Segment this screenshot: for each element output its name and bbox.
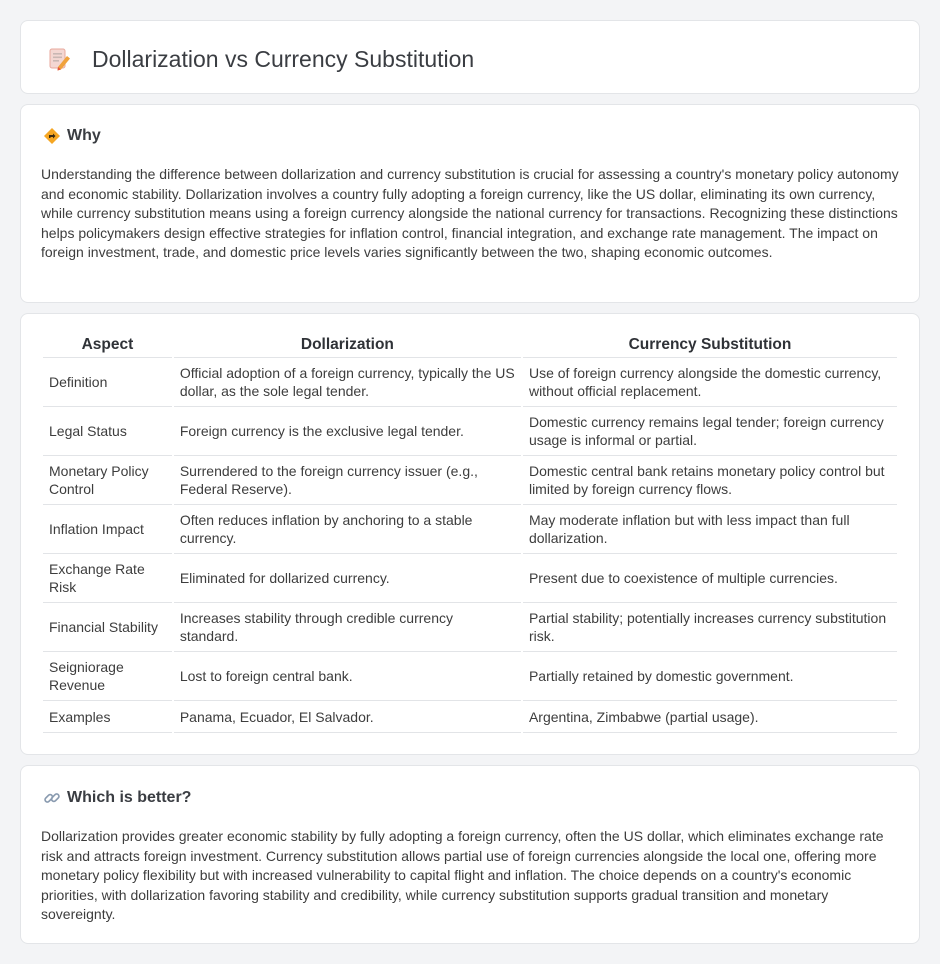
title-card: [20, 20, 920, 94]
aspect-cell: Seigniorage Revenue: [43, 652, 172, 701]
header-aspect: Aspect: [43, 332, 172, 358]
better-header: [43, 789, 191, 807]
substitution-cell: Domestic central bank retains monetary policy control but limited by foreign currency flows.: [523, 456, 897, 505]
table-row: [43, 701, 897, 733]
page-title: Dollarization vs Currency Substitution: [92, 45, 475, 72]
header-dollarization: Dollarization: [174, 332, 521, 358]
dollarization-cell: Lost to foreign central bank.: [174, 652, 521, 701]
aspect-cell: Legal Status: [43, 407, 172, 456]
dollarization-cell: Surrendered to the foreign currency issuer (e.g., Federal Reserve).: [174, 456, 521, 505]
table-row: [43, 505, 897, 554]
substitution-cell: Domestic currency remains legal tender; foreign currency usage is informal or partial.: [523, 407, 897, 456]
table-row: [43, 554, 897, 603]
substitution-cell: Partially retained by domestic government.: [523, 652, 897, 701]
comparison-table: [41, 332, 899, 733]
why-section: [20, 104, 920, 303]
dollarization-cell: Increases stability through credible currency standard.: [174, 603, 521, 652]
table-row: [43, 603, 897, 652]
header-currency-substitution: Currency Substitution: [523, 332, 897, 358]
dollarization-cell: Foreign currency is the exclusive legal tender.: [174, 407, 521, 456]
aspect-cell: Exchange Rate Risk: [43, 554, 172, 603]
dollarization-cell: Panama, Ecuador, El Salvador.: [174, 701, 521, 733]
table-row: [43, 456, 897, 505]
better-section: [20, 765, 920, 944]
substitution-cell: May moderate inflation but with less impact than full dollarization.: [523, 505, 897, 554]
diamond-sign-icon: [43, 127, 61, 145]
document-pencil-icon: [45, 45, 73, 73]
aspect-cell: Monetary Policy Control: [43, 456, 172, 505]
substitution-cell: Argentina, Zimbabwe (partial usage).: [523, 701, 897, 733]
aspect-cell: Financial Stability: [43, 603, 172, 652]
link-icon: [43, 789, 61, 807]
why-header: [43, 127, 101, 145]
better-text: Dollarization provides greater economic stability by fully adopting a foreign currency, often the US dollar, which eliminates exchange rate risk and attracts foreign investment. Currency substitution allows partial use of foreign currencies alongside the local one, offering more monetary policy flexibility but with increased vulnerability to capital flight and inflation. The choice depends on a country's economic priorities, with dollarization favoring stability and credibility, while currency substitution supports gradual transition and monetary sovereignty.: [41, 828, 884, 922]
dollarization-cell: Often reduces inflation by anchoring to a stable currency.: [174, 505, 521, 554]
table-row: [43, 652, 897, 701]
aspect-cell: Definition: [43, 358, 172, 407]
dollarization-cell: Official adoption of a foreign currency, typically the US dollar, as the sole legal tender.: [174, 358, 521, 407]
substitution-cell: Use of foreign currency alongside the domestic currency, without official replacement.: [523, 358, 897, 407]
substitution-cell: Present due to coexistence of multiple currencies.: [523, 554, 897, 603]
table-row: [43, 407, 897, 456]
why-heading: Why: [67, 127, 101, 144]
why-text: Understanding the difference between dollarization and currency substitution is crucial for assessing a country's monetary policy autonomy and economic stability. Dollarization involves a country fully adopting a foreign currency, like the US dollar, eliminating its own currency, while currency substitution means using a foreign currency alongside the national currency for transactions. Recognizing these distinctions helps policymakers design effective strategies for inflation control, financial integration, and exchange rate management. The impact on foreign investment, trade, and domestic price levels varies significantly between the two, shaping economic outcomes.: [41, 166, 899, 260]
table-header-row: [43, 332, 897, 358]
comparison-section: [20, 313, 920, 755]
better-heading: Which is better?: [67, 789, 192, 806]
substitution-cell: Partial stability; potentially increases currency substitution risk.: [523, 603, 897, 652]
table-row: [43, 358, 897, 407]
dollarization-cell: Eliminated for dollarized currency.: [174, 554, 521, 603]
aspect-cell: Inflation Impact: [43, 505, 172, 554]
aspect-cell: Examples: [43, 701, 172, 733]
